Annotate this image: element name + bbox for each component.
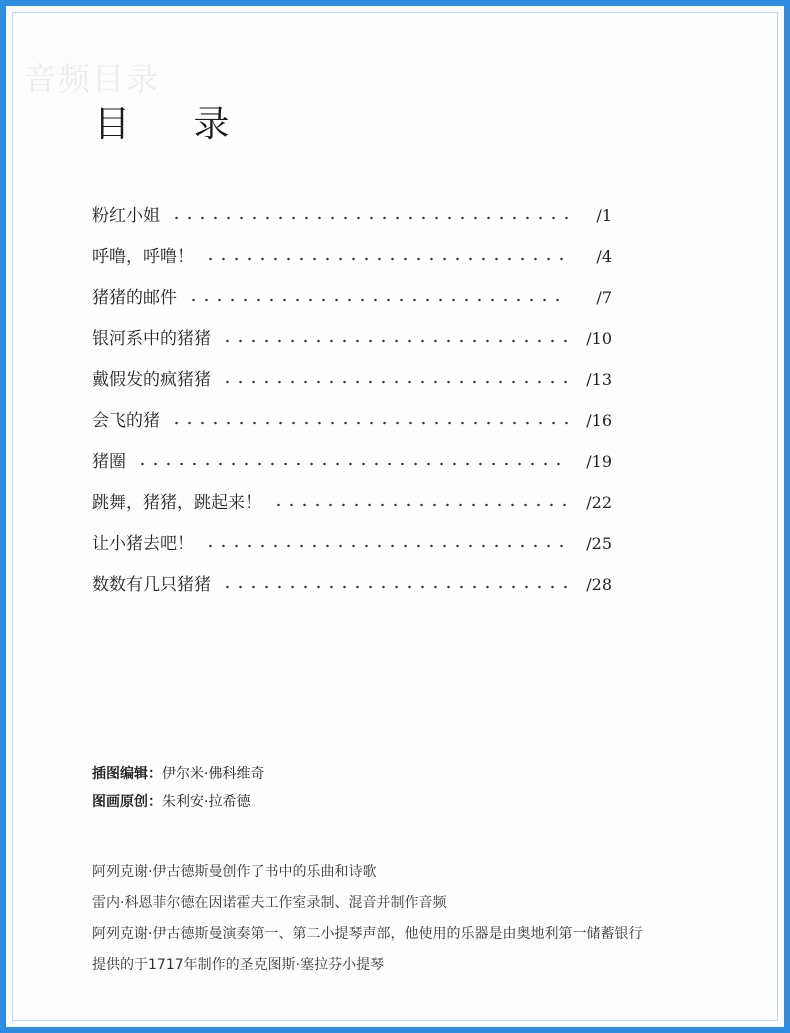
toc-item[interactable] — [92, 531, 612, 572]
dot-leader — [221, 334, 568, 348]
toc-item[interactable] — [92, 408, 612, 449]
toc-item-page: /22 — [586, 493, 612, 512]
credit-value: 朱利安·拉希德 — [162, 794, 251, 810]
page-title: 目 录 — [94, 104, 256, 146]
toc-item-page: /19 — [586, 452, 612, 471]
toc-item-label: 戴假发的疯猪猪 — [92, 370, 211, 390]
toc-item-label: 让小猪去吧！ — [92, 534, 194, 554]
credit-label: 图画原创： — [92, 794, 162, 810]
dot-leader — [170, 211, 568, 225]
credit-original-art — [92, 792, 264, 820]
production-notes — [92, 862, 752, 986]
toc-item[interactable] — [92, 572, 612, 613]
toc-item-page: /16 — [586, 411, 612, 430]
toc-item[interactable] — [92, 285, 612, 326]
toc-item[interactable] — [92, 203, 612, 244]
toc-item-label: 跳舞，猪猪，跳起来！ — [92, 493, 262, 513]
show-through-title: 音频目录 — [24, 60, 161, 98]
toc-item-page: /4 — [596, 247, 612, 266]
toc-item-label: 数数有几只猪猪 — [92, 575, 211, 595]
toc-item-label: 猪圈 — [92, 452, 126, 472]
note-line: 阿列克谢·伊古德斯曼演奏第一、第二小提琴声部，他使用的乐器是由奥地利第一储蓄银行 — [92, 926, 643, 942]
toc-item[interactable] — [92, 449, 612, 490]
credit-label: 插图编辑： — [92, 766, 162, 782]
toc-item[interactable] — [92, 326, 612, 367]
toc-item[interactable] — [92, 244, 612, 285]
toc-item[interactable] — [92, 367, 612, 408]
dot-leader — [272, 498, 568, 512]
credit-illustration-editor — [92, 764, 264, 792]
toc-item-page: /1 — [596, 206, 612, 225]
dot-leader — [221, 580, 568, 594]
dot-leader — [136, 457, 568, 471]
toc-item-label: 呼噜，呼噜！ — [92, 247, 194, 267]
toc-item-page: /28 — [586, 575, 612, 594]
dot-leader — [187, 293, 568, 307]
toc-item-label: 银河系中的猪猪 — [92, 329, 211, 349]
credit-value: 伊尔米·佛科维奇 — [162, 766, 265, 782]
toc-item-label: 猪猪的邮件 — [92, 288, 177, 308]
toc-item[interactable] — [92, 490, 612, 531]
note-line: 雷内·科恩菲尔德在因诺霍夫工作室录制、混音并制作音频 — [92, 895, 447, 911]
toc-item-label: 会飞的猪 — [92, 411, 160, 431]
note-line: 阿列克谢·伊古德斯曼创作了书中的乐曲和诗歌 — [92, 864, 377, 880]
toc-item-label: 粉红小姐 — [92, 206, 160, 226]
table-of-contents — [92, 203, 612, 613]
toc-item-page: /25 — [586, 534, 612, 553]
dot-leader — [204, 252, 568, 266]
note-line: 提供的于1717年制作的圣克图斯·塞拉芬小提琴 — [92, 957, 385, 973]
toc-item-page: /7 — [596, 288, 612, 307]
credits — [92, 764, 264, 820]
dot-leader — [221, 375, 568, 389]
dot-leader — [170, 416, 568, 430]
toc-item-page: /13 — [586, 370, 612, 389]
dot-leader — [204, 539, 568, 553]
toc-item-page: /10 — [586, 329, 612, 348]
